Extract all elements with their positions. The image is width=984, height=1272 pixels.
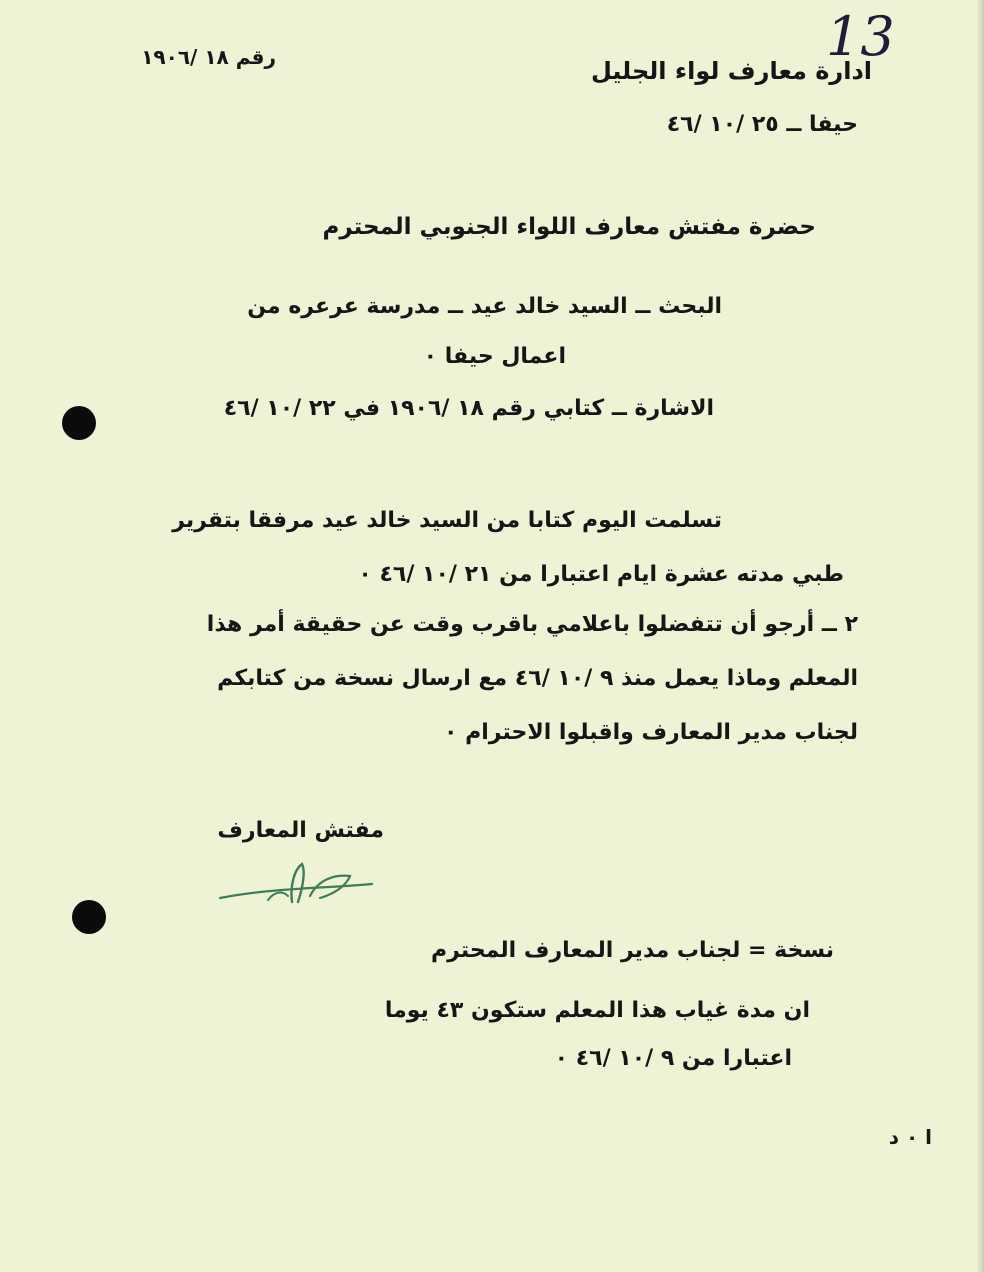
reference-number: رقم ١٨ /١٩٠٦ <box>141 45 276 69</box>
copy-line: نسخة = لجناب مدير المعارف المحترم <box>431 938 834 963</box>
punch-hole <box>72 900 106 934</box>
place-and-date: حيفا ــ ٢٥ /١٠ /٤٦ <box>666 112 858 137</box>
body-paragraph-line: المعلم وماذا يعمل منذ ٩ /١٠ /٤٦ مع ارسال نسخة من كتابكم <box>217 666 858 691</box>
initials: ا ٠ د <box>888 1125 932 1149</box>
body-paragraph-line: لجناب مدير المعارف واقبلوا الاحترام ٠ <box>444 720 858 745</box>
signatory-title: مفتش المعارف <box>217 818 384 843</box>
body-paragraph-line: طبي مدته عشرة ايام اعتبارا من ٢١ /١٠ /٤٦ ٠ <box>358 562 844 587</box>
punch-hole <box>62 406 96 440</box>
handwritten-signature <box>210 850 380 914</box>
body-paragraph-line: ٢ ــ أرجو أن تتفضلوا باعلامي باقرب وقت عن حقيقة أمر هذا <box>206 612 858 637</box>
copy-line: اعتبارا من ٩ /١٠ /٤٦ ٠ <box>554 1046 792 1071</box>
body-paragraph-line: تسلمت اليوم كتابا من السيد خالد عيد مرفقا بتقرير <box>172 508 722 533</box>
department-heading: ادارة معارف لواء الجليل <box>590 57 872 85</box>
subject-line-continued: اعمال حيفا ٠ <box>423 344 566 369</box>
page-edge <box>976 0 984 1272</box>
folio-number: 13 <box>826 5 895 68</box>
addressee-line: حضرة مفتش معارف اللواء الجنوبي المحترم <box>322 214 816 240</box>
subject-line: البحث ــ السيد خالد عيد ــ مدرسة عرعره من <box>247 294 722 319</box>
reference-line: الاشارة ــ كتابي رقم ١٨ /١٩٠٦ في ٢٢ /١٠ /٤٦ <box>223 396 714 421</box>
copy-line: ان مدة غياب هذا المعلم ستكون ٤٣ يوما <box>384 998 810 1023</box>
